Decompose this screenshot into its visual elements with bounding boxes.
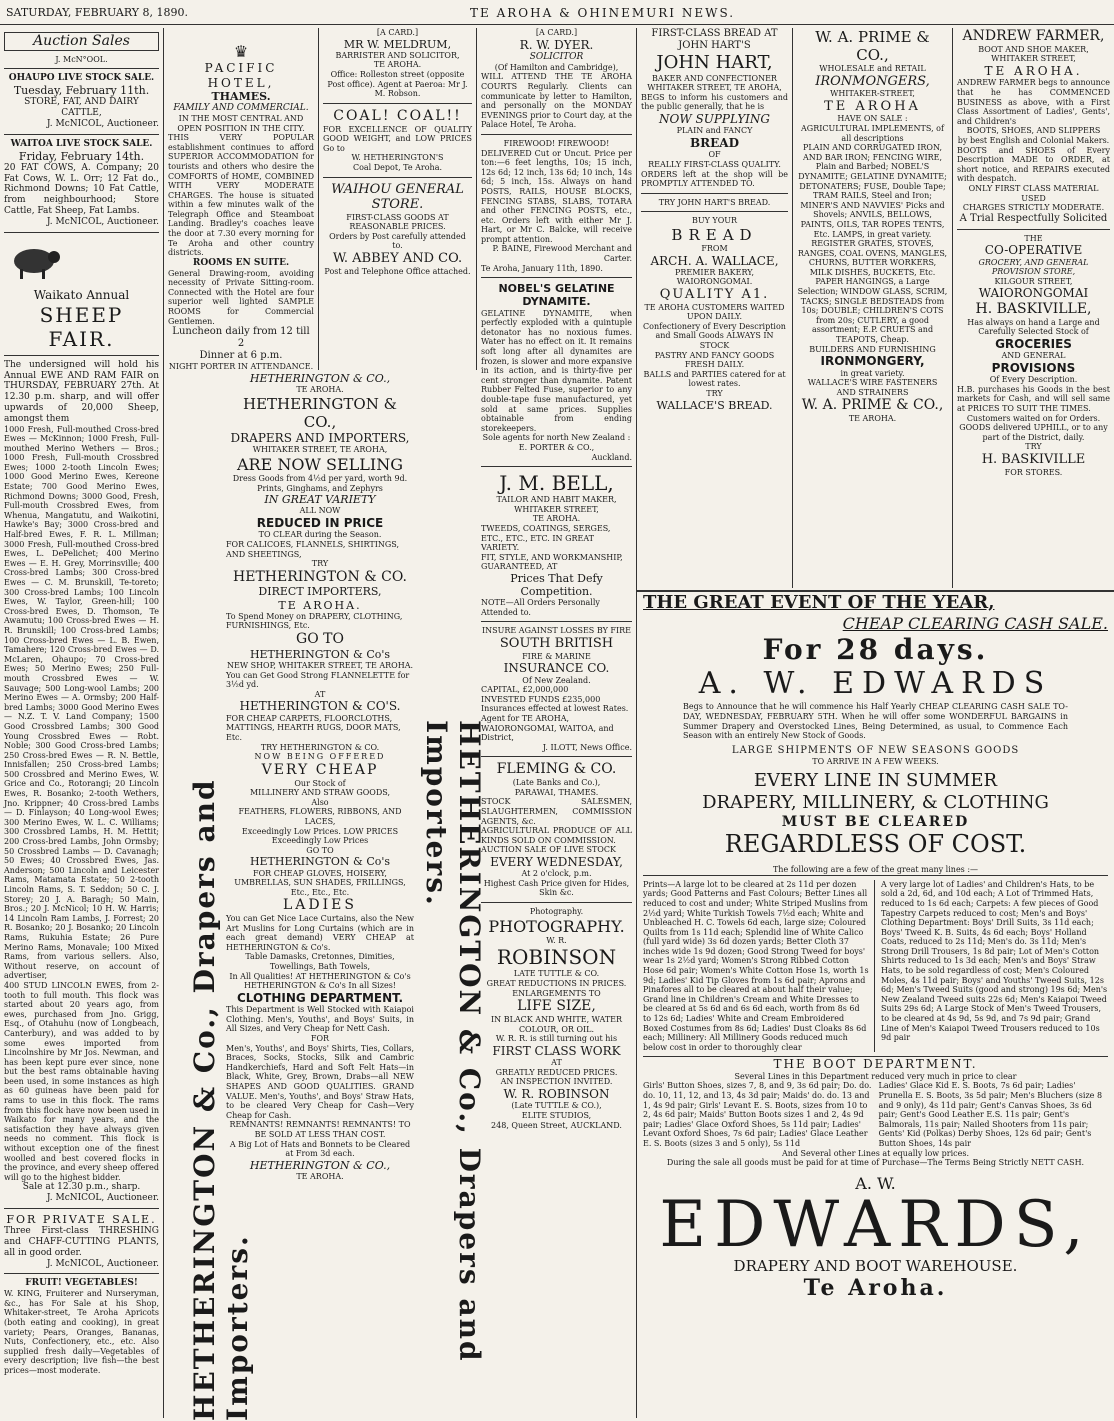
hotel-position: IN THE MOST CENTRAL AND OPEN POSITION IN THE CITY.: [177, 113, 305, 133]
photo-reductions: GREAT REDUCTIONS IN PRICES.: [486, 979, 627, 989]
hotel-name: PACIFIC HOTEL,: [204, 61, 278, 90]
bask-every: Of Every Description.: [989, 375, 1078, 385]
prime-iron: IRONMONGERS,: [815, 73, 930, 89]
photo-sig: W. R. ROBINSON: [503, 1086, 610, 1101]
fleming-cash: Highest Cash Price given for Hides, Skin &c.: [483, 878, 630, 898]
wallace-bread: BREAD: [671, 225, 758, 244]
prime-sig: W. A. PRIME & CO.,: [801, 397, 944, 414]
fleming-time: At 2 o'clock, p.m.: [521, 869, 592, 879]
crest-icon: ♛: [233, 42, 249, 61]
ins-capital: CAPITAL, £2,000,000: [481, 685, 569, 695]
farmer-town: TE AROHA.: [984, 63, 1083, 78]
wallace-from: FROM: [701, 243, 728, 253]
het-low: Exceedingly Low Prices. LOW PRICES Exceedingly Low Prices: [241, 826, 399, 846]
fair-stud: 400 STUD LINCOLN EWES, from 2-tooth to full mouth. This flock was started about 20 years ago, from ewes, purchased from Jno. Grigg, Esq., of Otahuhu (now of Longbeach, Canterbury), and was added to by some ewes imported from Lincolnshire by Mr Jos. Newman, and has been kept pure ever since, none but the best rams obtainable having been used, in some instances as high as 60 guineas have been paid for rams to use in this flock. The rams from this flock have now been used in Waikato for many years, and the satisfaction they have always given needs no comment. This flock is without exception one of the finest woolled and best covered flocks in the province, and every sheep offered will go to the highest bidder.: [4, 980, 159, 1182]
photo-first: FIRST CLASS WORK: [492, 1043, 621, 1058]
photo-ink: IN BLACK AND WHITE, WATER COLOUR, OR OIL.: [490, 1015, 623, 1034]
nobel-body: GELATINE DYNAMITE, when perfectly exploded with a quintuple detonator has no noxious fumes. Water has no effect on it. It remains soft long after all dynamites are frozen, is slower and more expansive in its action, and is thirty-five per cent stronger than dynamite. Patent Rubber Felted Fuse, superior to any double-tape fuse manufactured, yet sold at same prices. Supplies obtainable from ending storekeepers.: [481, 308, 632, 433]
waihou-post: Post and Telephone Office attached.: [324, 266, 471, 276]
farmer-material: ONLY FIRST CLASS MATERIAL USED: [968, 183, 1099, 203]
bask-waited: Customers waited on for Orders.: [966, 413, 1101, 423]
auctioneer-label: J. McN°OOL.: [55, 54, 108, 64]
het-direct: DIRECT IMPORTERS,: [258, 585, 382, 599]
hart-now: NOW SUPPLYING: [659, 111, 770, 126]
photo-sig-late: (Late TUTTLE & CO.),: [511, 1101, 602, 1111]
sale1-date: Tuesday, February 11th.: [13, 84, 150, 98]
fair-sale-time: Sale at 12.30 p.m., sharp.: [22, 1182, 141, 1193]
edwards-sale: CHEAP CLEARING CASH SALE.: [842, 613, 1108, 633]
photo-at: AT: [551, 1058, 562, 1068]
edwards-big: EDWARDS,: [659, 1187, 1092, 1262]
edwards-cleared: MUST BE CLEARED: [781, 813, 970, 830]
het-bottom-town: TE AROHA.: [296, 1171, 344, 1181]
het-gloves: FOR CHEAP GLOVES, HOISERY, UMBRELLAS, SUN SHADES, FRILLINGS, Etc., Etc., Etc.: [234, 868, 406, 897]
issue-date: SATURDAY, FEBRUARY 8, 1890.: [6, 6, 189, 19]
hetherington-ad: [220, 372, 420, 1412]
hotel-dinner: Dinner at 6 p.m.: [199, 350, 283, 362]
ins-sub: FIRE & MARINE: [522, 651, 591, 661]
bell-note: NOTE—All Orders Personally Attended to.: [481, 598, 600, 617]
hotel-body: THIS VERY POPULAR establishment continues to afford SUPERIOR ACCOMMODATION for tourists and others who desire the COMFORTS of HOME, COMBINED WITH VERY MODERATE CHARGES. The house is situated within a few minutes walk of the Telegraph Office and Steamboat Landing. Bradley's coaches leave the door at 7.30 every morning for Te Aroha and other country districts.: [168, 133, 314, 258]
photo-late: LATE TUTTLE & CO.: [513, 969, 600, 979]
het-name4: HETHERINGTON & CO'S.: [239, 699, 401, 714]
edwards-left-lines: Prints—A large lot to be cleared at 2s 11d per dozen yards; Good Patterns and Fast Colours; Better Lines all reduced to cost and under; White Striped Muslins from 2½d yard; White Turkish Towels 7½d each; White and Unbleached H. C. Towels 6d each, large size; Coloured Quilts from 1s 11d each; Splendid line of White Calico (full yard wide) 3s 6d dozen yards; Better Cloth 37 inches wide 1s 9d dozen; Good Strong Tweed for boys' wear 1s 2½d yard; Women's Strong Ribbed Cotton Hose 6d pair; Women's White Cotton Hose 1s, worth 1s 9d; Ladies' Kid Tip Gloves from 1s 6d pair; Aprons and Pinafores all to be cleared at about half their value; Grand line in Children's Cream and White Dresses to be cleared at 5s 6d and 6s 6d each, worth from 8s 6d to 12s 6d; Ladies' White and Cream Embroidered Boxed Costumes from 8s 6d; Ladies' Dust Cloaks 8s 6d each; Millinery: All Millinery Goods reduced much below cost in order to thoroughly clear: [643, 880, 875, 1053]
card-tag: [A CARD.]: [376, 28, 419, 37]
edwards-warehouse: DRAPERY AND BOOT WAREHOUSE.: [733, 1256, 1018, 1275]
coop-street: KILGOUR STREET,: [994, 276, 1073, 286]
edwards-right-lines: A very large lot of Ladies' and Children's Hats, to be sold a 2d, 6d, and 10d each; A Lot of Trimmed Hats, reduced to 1s 6d each; Carpets: A few pieces of Good Tapestry Carpets reduced to cost; Men's and Boys' Clothing Department: Boys' Drill Suits, 3s 11d each; Boys' Tweed K. B. Suits, 4s 6d each; Boys' Holland Coats, reduced to 2s 11d; Men's do. 3s 11d; Men's Strong Drill Trousers, 1s 8d pair; Lot of Men's Cotton Shirts reduced to 1s 3d each; Men's and Boys' Straw Hats, to be sold regardless of cost; Men's Coloured Moles, 4s 11d pair; Boys' and Youths' Tweed Suits, 12s 6d; Men's Tweed Suits (good and strong) 19s 6d; Men's New Zealand Tweed suits 22s 6d; Men's Kaiapoi Tweed Suits 29s 6d; A Large Stock of Men's Tweed Trousers, to be cleared at 4s 9d, 5s 9d, and 7s 9d pair; Grand Line of Men's Kaiapoi Tweed Trousers reduced to 10s 9d pair: [881, 879, 1108, 1043]
het-top-town: TE AROHA.: [296, 385, 344, 395]
farmer-body: ANDREW FARMER begs to announce that he has COMMENCED BUSINESS as above, with a First Class Assortment of Ladies', Gents', and Children's: [957, 78, 1110, 126]
photo-insp: AN INSPECTION INVITED.: [500, 1077, 613, 1087]
hotel-night: NIGHT PORTER IN ATTENDANCE.: [168, 362, 314, 370]
sale1-title: OHAUPO LIVE STOCK SALE.: [8, 73, 155, 84]
farmer-makers: by best English and Colonial Makers.: [957, 135, 1110, 145]
prime-list: PLAIN AND CORRUGATED IRON, AND BAR IRON; FENCING WIRE, Plain and Barbed; NOBEL'S DYNAMITE; GELATINE DYNAMITE; DETONATERS; FUSE, Double Tape; TRAM RAILS, Steel and Iron; MINER'S AND NAVVIES' Picks and Shovels; ANVILS, BELLOWS, PAINTS, OILS, TAR ROPES TENTS, Etc. LAMPS, in great variety. REGISTER GRATES, STOVES, RANGES, COAL OVENS, MANGLES, CHURNS, BUTTER WORKERS, MILK DISHES, BUCKETS, Etc. PAPER HANGINGS, a Large Selection; WINDOW GLASS, SCRIM, TACKS; SINGLE BEDSTEADS from 10s; DOUBLE; CHILDREN'S COTS from 20s; CUTLERY, a good assortment; E.P. CRUETS and TEAPOTS, Cheap.: [797, 143, 948, 345]
fair-name: SHEEP FAIR.: [39, 302, 124, 351]
firewood-title: FIREWOOD! FIREWOOD!: [503, 138, 610, 148]
meldrum-office: Office: Rolleston street (opposite Post office). Agent at Paeroa: Mr J. M. Robson.: [327, 69, 468, 99]
het-feathers: FEATHERS, FLOWERS, RIBBONS, AND LACES,: [238, 807, 402, 826]
ins-agent: Agent for TE AROHA, WAIORONGOMAI, WAITOA, and District,: [481, 713, 614, 743]
het-reduced: REDUCED IN PRICE: [256, 515, 384, 530]
farmer-charges: CHARGES STRICTLY MODERATE.: [962, 203, 1105, 213]
meldrum-town: TE AROHA.: [373, 60, 422, 70]
prime-variety: in great variety.: [840, 368, 905, 378]
wallace-try: TRY: [706, 389, 723, 399]
hart-try: TRY JOHN HART'S BREAD.: [658, 197, 771, 207]
sale1-signature: J. McNICOL, Auctioneer.: [46, 118, 159, 129]
prime-wallace: WALLACE'S WIRE FASTENERS AND STRAINERS: [807, 378, 938, 397]
bread-top: FIRST-CLASS BREAD AT JOHN HART'S: [651, 28, 778, 51]
het-also: Also: [311, 797, 329, 807]
fleming-every: EVERY WEDNESDAY,: [490, 854, 623, 869]
het-drapers: DRAPERS AND IMPORTERS,: [230, 430, 410, 445]
hart-body: BEGS to inform his customers and the public generally, that he is: [641, 92, 788, 112]
het-at: AT: [314, 689, 326, 699]
het-top: HETHERINGTON & CO.,: [249, 372, 391, 385]
meldrum-role: BARRISTER AND SOLICITOR,: [335, 50, 460, 60]
bask-general: AND GENERAL: [1001, 351, 1066, 361]
bell-fit: FIT, STYLE, AND WORKMANSHIP, GUARANTEED, AT: [481, 552, 623, 572]
ins-funds: INVESTED FUNDS £235,000: [481, 694, 601, 704]
photo-wr: W. R.: [546, 935, 567, 945]
prime-sig-town: TE AROHA.: [848, 414, 897, 424]
fruit-body: W. KING, Fruiterer and Nurseryman, &c., has For Sale at his Shop, Whitaker-street, Te Aroha Apricots (both eating and cooking), in great variety; Pears, Oranges, Bananas, Nuts, Confectionery, etc., etc. Also supplied fresh daily—Vegetables of every description; live fish—the best prices—most moderate.: [4, 1289, 159, 1375]
waihou-title: WAIHOU GENERAL STORE.: [331, 181, 464, 213]
hotel-town: THAMES.: [211, 89, 271, 103]
edwards-ad: [637, 590, 1114, 1420]
het-calicoes: FOR CALICOES, FLANNELS, SHIRTINGS, AND SHEETINGS,: [226, 539, 400, 559]
edwards-boot-left: Girls' Button Shoes, sizes 7, 8, and 9, 3s 6d pair; Do. do. do. 10, 11, 12, and 13, 4s 3d pair; Maids' do. do. 13 and 1, 4s 9d pair; Girls' Levant E. S. Boots, sizes from 10 to 2, 4s 6d pair; Maids' Button Boots sizes 1 and 2, 4s 9d pair; Ladies' Glace Oxford Shoes, 5s 11d pair; Ladies' Levant Oxford Shoes, 7s 6d pair; Ladies' Glace Leather E. S. Boots (sizes 3 and 5 only), 5s 11d: [643, 1081, 872, 1148]
dyer-from: (Of Hamilton and Cambridge),: [494, 62, 619, 72]
coal-title: COAL! COAL!!: [333, 107, 462, 124]
bell-name: J. M. BELL,: [499, 471, 614, 496]
het-flannel: You can Get Good Strong FLANNELETTE for 3½d yd.: [226, 670, 410, 690]
bask-for-stores: FOR STORES.: [1004, 467, 1063, 477]
bell-prices: Prices That Defy Competition.: [510, 571, 603, 599]
coop-sub: GROCERY, AND GENERAL PROVISION STORE,: [978, 257, 1089, 277]
wallace-balls: BALLS and PARTIES catered for at lowest rates.: [643, 369, 786, 389]
edwards-days: For 28 days.: [762, 632, 989, 666]
hart-plain: PLAIN and FANCY: [676, 126, 753, 136]
fleming-name: FLEMING & CO.: [496, 761, 617, 778]
fair-signature: J. McNICOL, Auctioneer.: [46, 1193, 159, 1204]
edwards-boot-intro: Several Lines in this Department reduced very much in price to clear: [734, 1071, 1017, 1081]
wallace-waio: WAIORONGOMAI.: [676, 277, 753, 287]
het-clear: TO CLEAR during the Season.: [258, 530, 382, 540]
coal-depot: Coal Depot, Te Aroha.: [352, 162, 443, 172]
bask-name: H. BASKIVILLE,: [975, 300, 1092, 317]
fruit-title: FRUIT! VEGETABLES!: [25, 1278, 138, 1289]
column-dyer: [477, 28, 637, 1418]
prime-hand: HAVE ON SALE :: [837, 114, 908, 124]
het-selling: ARE NOW SELLING: [236, 454, 403, 474]
dyer-body: WILL ATTEND THE TE AROHA COURTS Regularly. Clients can communicate by letter to Hamilton, and personally on the MONDAY EVENINGS prior to Court day, at the Palace Hotel, Te Aroha.: [481, 72, 632, 130]
column-hotel: [164, 28, 319, 370]
bask-body: Has always on hand a Large and Carefully Selected Stock of: [967, 317, 1100, 337]
bask-hb: H.B. purchases his Goods in the best markets for Cash, and will sell same at PRICES TO SUIT THE TIMES.: [957, 384, 1110, 413]
farmer-made: BOOTS and SHOES of Every Description MADE to ORDER, at short notice, and REPAIRS executed with despatch.: [957, 145, 1110, 184]
fair-list: 1000 Fresh, Full-mouthed Cross-bred Ewes — McKinnon; 1000 Fresh, Full-mouthed Merino Wethers — Bros.; 1000 Fresh, Full-mouth Crossbred Ewes; 1000 2-tooth Lincoln Ewes; 1000 Good Merino Ewes, Kereone Estate; 700 Good Merino Ewes, Richmond Downs; 3000 Good, Fresh, Full-mouth Crossbred Ewes, from Whenua, Mangatutu, and Waikotini, Hawke's Bay; 3000 Cross-bred and Half-bred Ewes, F. R. L. Millman; 3000 Fresh, Full-mouthed Cross-bred Ewes, L. DePelichet; 400 Merino Ewes — E. H. Grey, Morrinsville; 400 Cross-bred Lambs; 300 Cross-bred Ewes — C. M. Brunskill, Te-toreto; 300 Cross-bred Lambs; 100 Lincoln Ewes, W. Taylor, Green-hill; 100 Cross-bred Ewes, D. Thomson, Te Awamutu; 100 Cross-bred Ewes — H. R. Brunskill; 100 Cross-bred Lambs; 100 Cross-bred Ewes — L. B. Ewen, Tamahere; 120 Cross-bred Ewes — D. McLaren, Ohaupo; 70 Cross-bred Ewes; 50 Merino Ewes; 250 Full-mouth Crossbred Ewes — W. Sauvage; 500 Long-wool Lambs; 200 Merino Ewes — A. Ormsby; 200 Half-bred Lambs; 3000 Good Merino Ewes — N.Z. T. V. Land Company; 1500 Good Crossbred Lambs; 300 Good Young Crossbred Ewes — Robt. Noble; 300 Good Cross-bred Lambs; 250 Cross-bred Ewes — R. N. Bettle, Innisfallen; 250 Cross-bred Lambs; 500 Crossbred and Merino Ewes, W. Grice and Co., Rotorangi; 20 Lincoln Ewes, R. Bosanko; 2-tooth Wethers, Jno. Krippner; 40 Cross-bred Lambs — D. Finlayson; 40 Long-wool Ewes; 300 Merino Ewes, W. L. C. Williams; 300 Crossbred Lambs, H. M. Hettit; 200 Cross-bred Lambs, John Ormsby; 50 Crossbred Lambs — D. Cavanagh; 50 Ewes; 40 Crossbred Ewes, Jas. Anderson; 500 Lincoln and Leicester Rams, Matamata Estate; 50 2-tooth Lincoln Rams, S. T. Seddon; 50 C. J. Storey; 20 J. A. Baragh; 50 Main, Bros.; 20 J. McNicol; 10 H. W. Harris; 14 Lincoln Ram Lambs, J. Forrest; 20 R. Bosanko; 20 J. Bosanko; 20 Lincoln Rams, Rukuhia Estate; 26 Pure Merino Rams, Monavale; 100 Mixed Rams, from various sellers. Also, Without reserve, on account of advertiser,: [4, 424, 159, 981]
bell-role: TAILOR AND HABIT MAKER,: [496, 495, 617, 505]
sale2-title: WAITOA LIVE STOCK SALE.: [10, 138, 153, 149]
dyer-name: R. W. DYER.: [519, 37, 594, 52]
waihou-body: FIRST-CLASS GOODS AT REASONABLE PRICES.: [346, 212, 449, 232]
het-verycheap: VERY CHEAP: [261, 761, 379, 778]
edwards-shipments: LARGE SHIPMENTS OF NEW SEASONS GOODS: [731, 744, 1020, 756]
prime-name: W. A. PRIME & CO.,: [815, 28, 930, 64]
het-bottom: HETHERINGTON & CO.,: [249, 1158, 391, 1172]
het-dress: Dress Goods from 4½d per yard, worth 9d. Prints, Ginghams, and Zephyrs: [232, 473, 408, 493]
dyer-tag: [A CARD.]: [535, 28, 578, 37]
hart-quality: REALLY FIRST-CLASS QUALITY.: [648, 159, 781, 169]
farmer-trial: A Trial Respectfully Solicited: [959, 212, 1108, 224]
coop-town: WAIORONGOMAI: [978, 286, 1089, 301]
wallace-buy: BUY YOUR: [691, 216, 738, 226]
bell-goods: TWEEDS, COATINGS, SERGES, ETC., ETC., ETC. IN GREAT VARIETY.: [481, 523, 611, 553]
het-table: Table Damasks, Cretonnes, Dimities, Towellings, Bath Towels,: [245, 952, 395, 972]
het-newshop: NEW SHOP, WHITAKER STREET, TE AROHA.: [226, 661, 414, 671]
ins-sig: J. ILOTT, News Office.: [542, 742, 632, 752]
het-spend: To Spend Money on DRAPERY, CLOTHING, FURNISHINGS, Etc.: [226, 611, 403, 631]
sale2-signature: J. McNICOL, Auctioneer.: [46, 216, 159, 227]
nobel-town: Auckland.: [591, 452, 632, 462]
edwards-boot: THE BOOT DEPARTMENT.: [643, 1056, 1108, 1071]
waihou-orders: Orders by Post carefully attended to.: [329, 231, 466, 251]
het-millinery: MILLINERY AND STRAW GOODS,: [249, 788, 391, 798]
het-clothing-body: This Department is Well Stocked with Kaiapoi Clothing. Men's, Youths', and Boys' Suits, in All Sizes, and Very Cheap for Nett Cash.: [226, 1005, 414, 1034]
edwards-event: THE GREAT EVENT OF THE YEAR,: [643, 592, 995, 613]
bask-sig: H. BASKIVILLE: [981, 451, 1086, 467]
edwards-several: And Several other Lines at equally low prices.: [781, 1148, 970, 1158]
het-stock: Our Stock of: [294, 778, 346, 788]
nobel-agents: Sole agents for north New Zealand :: [482, 433, 631, 443]
farmer-role: BOOT AND SHOE MAKER,: [978, 44, 1089, 54]
column-prime: [793, 28, 953, 588]
masthead: [0, 0, 1114, 25]
hart-bread: BREAD: [690, 135, 739, 150]
column-auctions: [0, 28, 164, 1418]
sale2-body: 20 FAT COWS, A. Company; 20 Fat Cows, W. L. Orr; 12 Fat do., Richmond Downs; 10 Fat Cattle, from neighbourhood; Store Cattle, Fat Sheep, Fat Lambs.: [4, 162, 159, 216]
photo-studio: ELITE STUDIOS,: [521, 1110, 592, 1120]
photo-life: LIFE SIZE,: [517, 998, 596, 1015]
wallace-confectionery: Confectionery of Every Description and Small Goods ALWAYS IN STOCK: [643, 321, 786, 351]
ins-nz: Of New Zealand.: [522, 675, 591, 685]
fair-intro: The undersigned will hold his Annual EWE AND RAM FAIR on THURSDAY, FEBRUARY 27th. At 12.30 p.m. sharp, and will offer upwards of 20,000 Sheep, amongst them: [4, 359, 159, 424]
het-try2: TRY HETHERINGTON & CO.: [260, 742, 380, 752]
het-clothing: CLOTHING DEPARTMENT.: [236, 990, 404, 1005]
coop-name: CO-OPERATIVE: [984, 243, 1083, 258]
hotel-rooms: ROOMS EN SUITE.: [192, 257, 290, 268]
het-name: HETHERINGTON & CO.,: [243, 394, 397, 431]
het-qualities: In All Qualities! AT HETHERINGTON & Co's HETHERINGTON & Co's In all Sizes!: [229, 971, 411, 991]
edwards-every: EVERY LINE IN SUMMER: [753, 770, 998, 792]
edwards-arrive: TO ARRIVE IN A FEW WEEKS.: [812, 756, 939, 766]
hetherington-side-left: HETHERINGTON & Co., Drapers and Importers.: [188, 778, 254, 1421]
edwards-regardless: REGARDLESS OF COST.: [724, 830, 1027, 859]
het-shirts: Men's, Youths', and Boys' Shirts, Ties, Collars, Braces, Socks, Stocks, Silk and Cambric Handkerchiefs, Hard and Soft Felt Hats—in Black, White, Grey, Brown, Drabs—all NEW SHAPES AND GOOD QUALITIES. GRAND VALUE. Men's, Youths', and Boys' Straw Hats, to be cleared Very Cheap for Cash—Very Cheap for Cash.: [226, 1043, 414, 1120]
edwards-intro: Begs to Announce that he will commence his Half Yearly CHEAP CLEARING CASH SALE TO-DAY, WEDNESDAY, FEBRUARY 5TH. When he will offer some WONDERFUL BARGAINS in Summer Drapery and Overstocked Lines, Being Determined, as usual, to Commence Each Season with an entirely New Stock of Goods.: [683, 702, 1068, 741]
fleming-late: (Late Banks and Co.),: [512, 778, 601, 788]
hotel-more: General Drawing-room, avoiding necessity of Private Sitting-room. Connected with the Hotel are four superior well lighted SAMPLE ROOMS for Commercial Gentlemen.: [168, 268, 314, 326]
het-hats: A Big Lot of Hats and Bonnets to be Cleared at From 3d each.: [229, 1139, 411, 1159]
het-goto: GO TO: [296, 631, 344, 648]
het-for: FOR: [310, 1034, 330, 1043]
farmer-street: WHITAKER STREET,: [991, 54, 1076, 64]
firewood-body: DELIVERED Cut or Uncut. Price per ton:—6 feet lengths, 10s; 15 inch, 12s 6d; 12 inch, 13s 6d; 10 inch, 14s 6d; 5 inch, 15s. Always on hand POSTS, RAILS, HOUSE BLOCKS, FENCING STABS, SLABS, TOTARA and other FENCING POSTS, etc., etc. Orders left with either Mr J. Hart, or Mr C. Balcke, will receive prompt attention.: [481, 148, 632, 244]
fleming-produce: AGRICULTURAL PRODUCE OF ALL KINDS SOLD ON COMMISSION.: [481, 826, 632, 845]
sale1-body: STORE, FAT, AND DAIRY CATTLE,: [24, 97, 139, 119]
ins-rates: Insurances effected at lowest Rates.: [481, 704, 629, 714]
het-try: TRY: [311, 559, 329, 569]
fair-title: Waikato Annual: [33, 288, 130, 303]
private-sale-signature: J. McNICOL, Auctioneer.: [46, 1258, 159, 1269]
hart-orders: ORDERS left at the shop will be PROMPTLY ATTENDED TO.: [641, 169, 788, 189]
prime-role: WHOLESALE and RETAIL: [819, 64, 926, 73]
het-name2: HETHERINGTON & CO.: [233, 568, 407, 585]
firewood-sig: P. BAINE, Firewood Merchant and Carter.: [492, 244, 632, 264]
prime-ironmongery: IRONMONGERY,: [820, 354, 925, 369]
het-goto2: GO TO: [306, 845, 334, 855]
coal-body: FOR EXCELLENCE OF QUALITY GOOD WEIGHT, and LOW PRICES Go to: [323, 124, 472, 153]
wallace-pastry: PASTRY AND FANCY GOODS FRESH DAILY.: [654, 350, 775, 370]
wallace-premier: PREMIER BAKERY,: [674, 267, 755, 277]
photo-enl: ENLARGEMENTS TO: [512, 988, 601, 998]
het-ladies: LADIES: [283, 897, 357, 914]
photo-small: Photography.: [529, 907, 584, 917]
edwards-drapery: DRAPERY, MILLINERY, & CLOTHING: [702, 791, 1049, 813]
het-street: WHITAKER STREET, TE AROHA,: [252, 445, 388, 455]
meldrum-name: MR W. MELDRUM,: [343, 37, 452, 51]
column-cards: [319, 28, 477, 370]
coal-seller: W. HETHERINGTON'S: [351, 153, 444, 163]
hart-name: JOHN HART,: [656, 52, 773, 73]
bell-street: WHITAKER STREET,: [514, 504, 599, 514]
edwards-aw: A. W.: [855, 1173, 896, 1193]
photo-greatly: GREATLY REDUCED PRICES.: [495, 1067, 618, 1077]
prime-implements: AGRICULTURAL IMPLEMENTS, of all descriptions: [801, 123, 944, 143]
het-name3: HETHERINGTON & Co's: [249, 647, 391, 661]
hetherington-side-right: HETHERINGTON & Co., Drapers and Importers.: [420, 720, 486, 1363]
photo-still: W. R. R. is still turning out his: [495, 1034, 618, 1044]
ins-head: INSURE AGAINST LOSSES BY FIRE: [482, 626, 631, 636]
edwards-boot-right: Ladies' Glace Kid E. S. Boots, 7s 6d pair; Ladies' Prunella E. S. Boots, 3s 5d pair; Men's Bluchers (size 8 and 9 only), 4s 11d pair; Gent's Canvas Shoes, 3s 6d pair; Gent's Good Leather E.S. 11s pair; Gent's Balmorals, 11s pair; Nailed Shooters from 11s pair; Gents' Kid (Polkas) Derby Shoes, 12s 6d pair; Gent's Button Shoes, 14s pair: [878, 1081, 1103, 1148]
bask-try: TRY: [1025, 442, 1042, 452]
waihou-owner: W. ABBEY AND CO.: [332, 251, 463, 267]
nobel-sig: E. PORTER & CO.,: [518, 442, 595, 452]
bell-town: TE AROHA.: [532, 514, 581, 524]
farmer-boots: BOOTS, SHOES, AND SLIPPERS: [966, 126, 1101, 136]
het-variety: IN GREAT VARIETY: [264, 493, 376, 507]
ins-co: INSURANCE CO.: [503, 661, 610, 676]
ins-name: SOUTH BRITISH: [499, 636, 614, 652]
photo-name: ROBINSON: [496, 945, 617, 970]
auction-heading: Auction Sales: [4, 32, 159, 51]
wallace-name: ARCH. A. WALLACE,: [650, 253, 779, 268]
wallace-customers: TE AROHA CUSTOMERS WAITED UPON DAILY.: [644, 302, 785, 322]
hotel-sub: FAMILY AND COMMERCIAL.: [173, 103, 309, 114]
het-cheap: FOR CHEAP CARPETS, FLOORCLOTHS, MATTINGS, HEARTH RUGS, DOOR MATS, Etc.: [226, 713, 401, 742]
bask-groceries: GROCERIES: [995, 336, 1072, 351]
prime-town: TE AROHA: [824, 98, 921, 114]
het-name5: HETHERINGTON & Co's: [249, 855, 391, 869]
farmer-name: ANDREW FARMER,: [962, 28, 1105, 44]
sale2-date: Friday, February 14th.: [18, 149, 145, 163]
edwards-town: Te Aroha.: [803, 1274, 948, 1301]
newspaper-title: TE AROHA & OHINEMURI NEWS.: [470, 6, 736, 20]
wallace-bread-try: WALLACE'S BREAD.: [656, 398, 773, 412]
het-remnants: REMNANTS! REMNANTS! REMNANTS! TO BE SOLD AT LESS THAN COST.: [229, 1120, 411, 1139]
hart-role: BAKER AND CONFECTIONER: [652, 73, 777, 83]
column-bread: [637, 28, 793, 588]
edwards-few: The following are a few of the great many lines :—: [643, 865, 1108, 876]
fleming-body: STOCK SALESMEN, SLAUGHTERMEN, COMMISSION AGENTS, &c.: [481, 797, 632, 826]
bask-provisions: PROVISIONS: [991, 360, 1076, 375]
prime-builders: BUILDERS AND FURNISHING: [809, 344, 936, 354]
bask-delivered: GOODS delivered UPHILL, or to any part of the District, daily.: [959, 423, 1108, 442]
nobel-title: NOBEL'S GELATINE DYNAMITE.: [498, 282, 615, 309]
private-sale-body: Three First-class THRESHING and CHAFF-CUTTING PLANTS, all in good order.: [4, 1226, 159, 1258]
firewood-date: Te Aroha, January 11th, 1890.: [481, 263, 603, 273]
photo-addr: 248, Queen Street, AUCKLAND.: [491, 1120, 622, 1130]
prime-street: WHITAKER-STREET,: [830, 89, 915, 99]
photo-title: PHOTOGRAPHY.: [488, 916, 625, 936]
sheep-icon: [4, 241, 64, 281]
hart-street: WHITAKER STREET, TE AROHA,: [647, 83, 782, 93]
het-allnow: ALL NOW: [299, 506, 341, 516]
coop-the: THE: [1024, 233, 1043, 243]
het-aroha: TE AROHA.: [278, 598, 362, 612]
edwards-during: During the sale all goods must be paid for at time of Purchase—The Terms Being Strictly NETT CASH.: [666, 1158, 1085, 1168]
column-farmer: [953, 28, 1114, 588]
private-sale-title: FOR PRIVATE SALE.: [6, 1213, 157, 1226]
het-curtains: You can Get Nice Lace Curtains, also the New Art Muslins for Long Curtains (which are in each great demand) VERY CHEAP at HETHERINGTON & Co's.: [226, 914, 414, 952]
wallace-a1: QUALITY A1.: [659, 287, 770, 303]
hotel-lunch: Luncheon daily from 12 till 2: [172, 326, 310, 350]
edwards-name: A. W. EDWARDS: [698, 666, 1053, 702]
het-being: NOW BEING OFFERED: [254, 752, 386, 762]
dyer-role: SOLICITOR: [529, 51, 584, 62]
fleming-auction: AUCTION SALE OF LIVE STOCK: [481, 845, 616, 855]
fleming-place: PARAWAI, THAMES.: [514, 787, 599, 797]
hart-of: OF: [708, 150, 721, 160]
